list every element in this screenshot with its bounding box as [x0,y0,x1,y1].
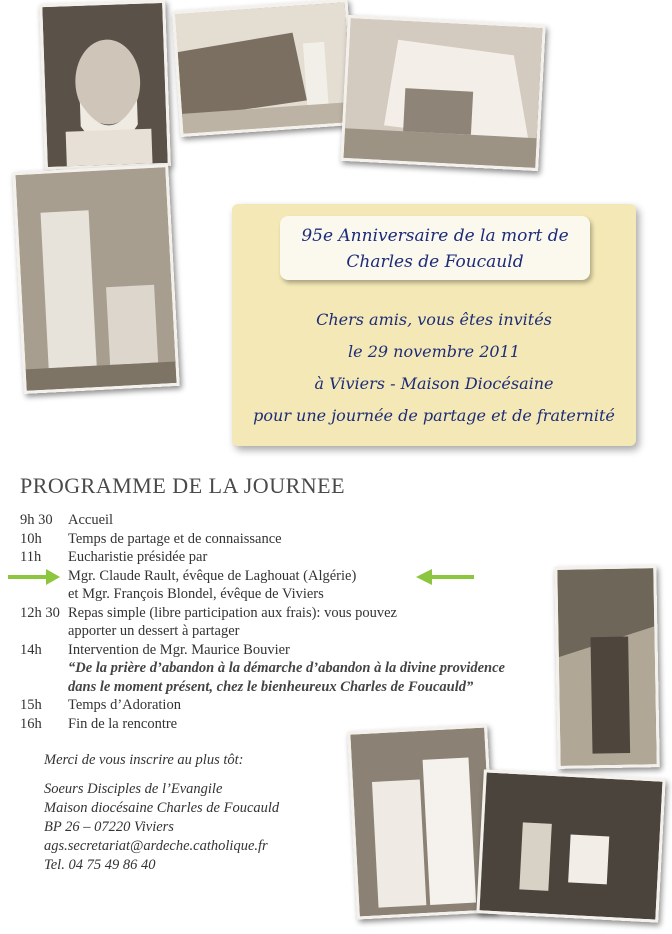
anniversary-title-box [280,216,590,280]
row-text: Temps d’Adoration [68,697,181,713]
row-quote: dans le moment présent, chez le bienheureux Charles de Foucauld” [68,678,474,695]
row-time: 11h [20,549,42,565]
programme-row [20,548,505,567]
programme-row [20,659,505,678]
invitation-text [232,304,636,432]
photo-tent [340,15,545,171]
programme-row [20,641,505,660]
photo-group [12,164,179,394]
row-time: 9h 30 [20,512,53,528]
photo-chapel [476,769,665,922]
programme-row [20,604,505,623]
row-text: apporter un dessert à partager [68,623,240,639]
row-time: 16h [20,715,42,732]
programme-row [20,715,505,734]
row-text: Eucharistie présidée par [68,549,208,565]
contact-intro: Merci de vous inscrire au plus tôt: [44,752,244,768]
contact-block [44,751,279,875]
anniversary-title-line1: 95e Anniversaire de la mort de [301,226,569,246]
row-text: Intervention de Mgr. Maurice Bouvier [68,641,290,658]
row-text: Fin de la rencontre [68,715,178,732]
photo-walker [554,565,660,769]
anniversary-title-line2: Charles de Foucauld [346,252,524,272]
arrow-right-icon [6,568,62,586]
row-time [20,678,68,697]
contact-phone: Tel. 04 75 49 86 40 [44,857,156,873]
row-time [20,659,68,678]
programme-title: PROGRAMME DE LA JOURNEE [20,473,346,498]
arrow-left-icon [414,568,476,586]
contact-org: Soeurs Disciples de l’Evangile [44,781,223,797]
programme-row [20,678,505,697]
row-text: Repas simple (libre participation aux frais): vous pouvez [68,604,397,621]
programme-row [20,585,505,604]
row-time: 14h [20,641,42,658]
invitation-card [232,204,636,446]
programme-row [20,696,505,715]
contact-place: Maison diocésaine Charles de Foucauld [44,800,280,816]
invitation-purpose: pour une journée de partage et de fraternité [253,406,615,425]
row-time: 10h [20,530,42,547]
row-text: Mgr. Claude Rault, évêque de Laghouat (Algérie) [68,567,357,584]
row-time: 12h 30 [20,604,60,621]
contact-address: BP 26 – 07220 Viviers [44,819,174,835]
row-time [20,622,68,641]
programme-list [20,511,505,733]
photo-portrait [39,0,171,170]
programme-row [20,530,505,549]
row-time: 15h [20,697,42,713]
invitation-date: le 29 novembre 2011 [348,342,520,361]
programme-row [20,511,505,530]
photo-two-men [347,724,497,919]
invitation-line: Chers amis, vous êtes invités [316,310,552,329]
row-text: Temps de partage et de connaissance [68,530,282,547]
row-text: Accueil [68,512,114,528]
contact-email[interactable]: ags.secretariat@ardeche.catholique.fr [44,838,268,854]
row-quote: “De la prière d’abandon à la démarche d’abandon à la divine providence [68,660,505,676]
row-text: et Mgr. François Blondel, évêque de Viviers [68,586,324,602]
programme-row [20,622,505,641]
invitation-place: à Viviers - Maison Diocésaine [314,374,554,393]
photo-hut [172,0,356,137]
row-time [20,585,68,604]
